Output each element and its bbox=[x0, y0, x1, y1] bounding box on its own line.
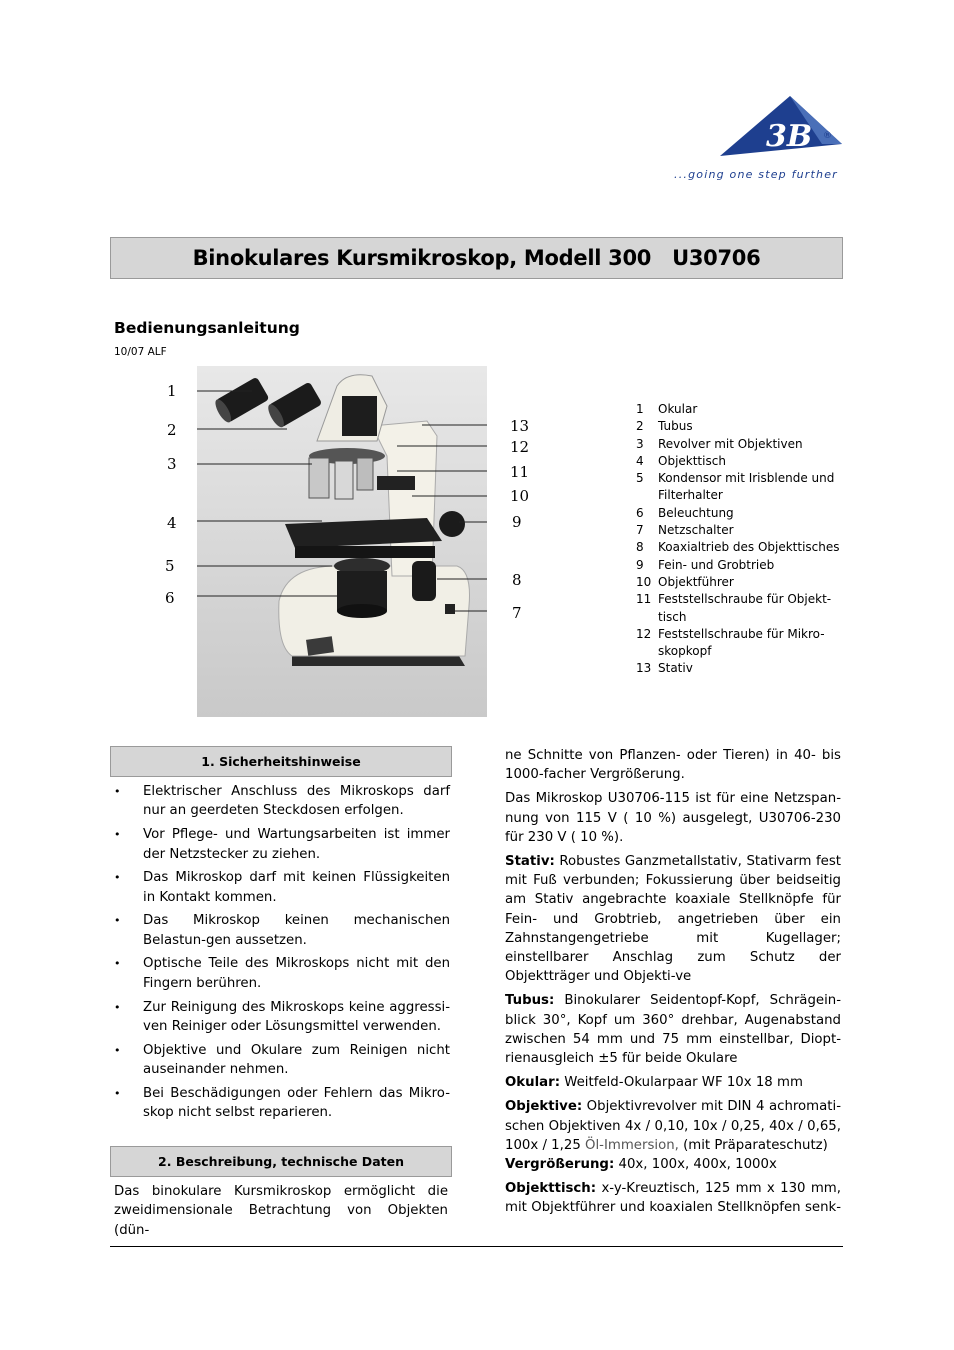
doc-code: 10/07 ALF bbox=[114, 346, 167, 358]
paragraph-tubus: Tubus: Binokularer Seidentopf-Kopf, Schrägein-blick 30°, Kopf um 360° drehbar, Augenabstand zwischen 54 mm und 75 mm einstellbar, Diopt-rienausgleich ±5 für beide Okulare bbox=[505, 993, 841, 1067]
callout-10: 10 bbox=[510, 487, 530, 505]
list-item: 13 Stativ bbox=[636, 661, 693, 676]
list-item: • Vor Pflege- und Wartungsarbeiten ist immer der Netzstecker zu ziehen. bbox=[114, 827, 450, 862]
list-item: • Zur Reinigung des Mikroskops keine aggressi-ven Reiniger oder Lösungsmittel verwenden. bbox=[114, 999, 450, 1034]
list-item: • Elektrischer Anschluss des Mikroskops darf nur an geerdeten Steckdosen erfolgen. bbox=[114, 784, 450, 819]
callout-13: 13 bbox=[510, 417, 530, 435]
list-item: 8 Koaxialtrieb des Objekttisches bbox=[636, 540, 840, 555]
callout-5: 5 bbox=[165, 557, 175, 575]
subtitle: Bedienungsanleitung bbox=[114, 319, 300, 337]
paragraph-objekttisch: Objekttisch: x-y-Kreuztisch, 125 mm x 130 mm, mit Objektführer und koaxialen Stellknöpfen senk- bbox=[505, 1181, 841, 1216]
brand-logo bbox=[672, 92, 846, 184]
svg-text:...going one step further: ...going one step further bbox=[674, 168, 838, 181]
paragraph-objektive: Objektive: Objektivrevolver mit DIN 4 achromati-schen Objektiven 4x / 0,10, 10x / 0,25, 40x / 0,65, 100x / 1,25 Öl-Immersion, (mit Präparateschutz) bbox=[505, 1099, 841, 1153]
list-item: 12 Feststellschraube für Mikro-skopkopf bbox=[636, 626, 825, 659]
list-item: • Das Mikroskop keinen mechanischen Belastun-gen aussetzen. bbox=[114, 913, 450, 948]
callout-7: 7 bbox=[512, 604, 522, 622]
parts-list bbox=[636, 401, 846, 678]
callout-4: 4 bbox=[167, 514, 177, 532]
list-item: 6 Beleuchtung bbox=[636, 505, 734, 520]
list-item: • Objektive und Okulare zum Reinigen nicht auseinander nehmen. bbox=[114, 1042, 450, 1078]
page-title: Binokulares Kursmikroskop, Modell 300 U30706 bbox=[192, 246, 761, 270]
callout-11: 11 bbox=[510, 463, 530, 481]
callout-12: 12 bbox=[510, 438, 530, 456]
right-column bbox=[505, 746, 841, 1223]
paragraph-okular: Okular: Weitfeld-Okularpaar WF 10x 18 mm bbox=[505, 1075, 803, 1091]
list-item: • Bei Beschädigungen oder Fehlern das Mikro-skop nicht selbst reparieren. bbox=[114, 1085, 450, 1121]
paragraph-stativ: Stativ: Robustes Ganzmetallstativ, Stativarm fest mit Fuß verbunden; Fokussierung über beidseitig am Stativ angebrachte koaxiale Stellknöpfe für Fein- und Grobtrieb, angetrieben über ein Zahnstangengetriebe mit Kugellager; einstellbarer Anschlag zum Schutz der Objektträger und Objekti-ve bbox=[505, 854, 841, 985]
callout-9: 9 bbox=[512, 513, 522, 531]
section-heading-description: 2. Beschreibung, technische Daten bbox=[110, 1146, 452, 1177]
callout-3: 3 bbox=[167, 455, 177, 473]
callout-6: 6 bbox=[165, 589, 175, 607]
list-item: 2 Tubus bbox=[636, 419, 693, 434]
list-item: 1 Okular bbox=[636, 402, 698, 416]
title-bar bbox=[110, 237, 843, 279]
list-item: • Optische Teile des Mikroskops nicht mit den Fingern berühren. bbox=[114, 956, 450, 991]
logo-triangle-icon bbox=[672, 92, 846, 184]
paragraph-vergroesserung: Vergrößerung: 40x, 100x, 400x, 1000x bbox=[505, 1157, 777, 1173]
paragraph: Das Mikroskop U30706-115 ist für eine Netzspan-nung von 115 V ( 10 %) ausgelegt, U30706-230 für 230 V ( 10 %). bbox=[505, 791, 841, 845]
microscope-photo bbox=[197, 366, 487, 717]
list-item: 3 Revolver mit Objektiven bbox=[636, 436, 803, 451]
callout-1: 1 bbox=[167, 382, 177, 400]
callout-8: 8 bbox=[512, 571, 522, 589]
footer-divider bbox=[110, 1246, 843, 1247]
description-intro: Das binokulare Kursmikroskop ermöglicht die zweidimensionale Betrachtung von Objekten (dün- bbox=[114, 1184, 448, 1238]
callout-2: 2 bbox=[167, 421, 177, 439]
list-item: 9 Fein- und Grobtrieb bbox=[636, 557, 775, 572]
section-heading-safety: 1. Sicherheitshinweise bbox=[110, 746, 452, 777]
svg-text:3B: 3B bbox=[766, 119, 813, 154]
list-item: 11 Feststellschraube für Objekt-tisch bbox=[636, 592, 832, 624]
paragraph: ne Schnitte von Pflanzen- oder Tieren) in 40- bis 1000-facher Vergrößerung. bbox=[505, 748, 841, 783]
list-item: 4 Objekttisch bbox=[636, 453, 726, 468]
list-item: 10 Objektführer bbox=[636, 574, 734, 589]
list-item: 7 Netzschalter bbox=[636, 523, 734, 538]
svg-text:®: ® bbox=[823, 131, 832, 141]
safety-bullet-list bbox=[112, 782, 450, 1127]
list-item: • Das Mikroskop darf mit keinen Flüssigkeiten in Kontakt kommen. bbox=[114, 870, 450, 905]
list-item: 5 Kondensor mit Irisblende und Filterhalter bbox=[636, 471, 835, 503]
